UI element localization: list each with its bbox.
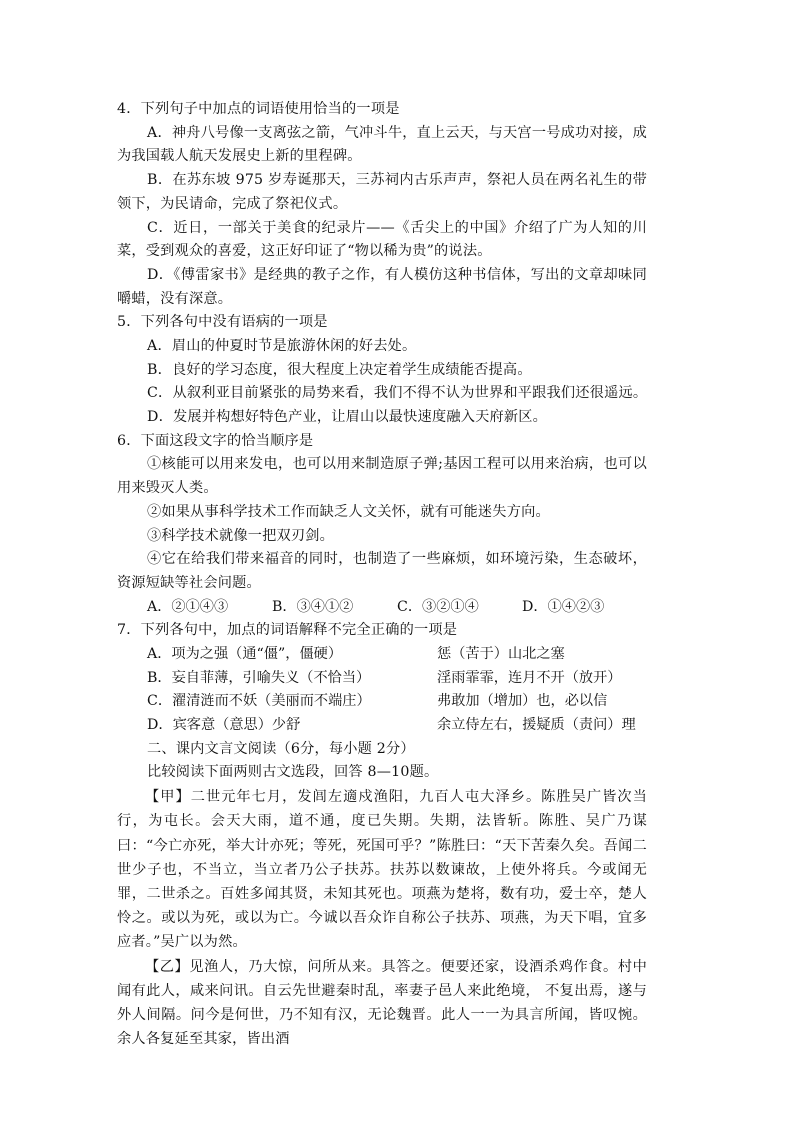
- section-2-title: 二、课内文言文阅读（6分，每小题 2分）: [147, 740, 415, 757]
- q7-d-right: 余立侍左右，援疑质（责问）理: [437, 717, 636, 734]
- q7-b-left: B．妄自菲薄，引喻失义（不恰当）: [147, 669, 371, 686]
- q6-sentence-3: ③科学技术就像一把双刃剑。: [147, 527, 335, 544]
- q6-option-d: D．①④②③: [522, 598, 605, 615]
- q5-option-b: B．良好的学习态度，很大程度上决定着学生成绩能否提高。: [147, 361, 532, 378]
- q5-stem: 5．下列各句中没有语病的一项是: [117, 314, 328, 331]
- q7-stem: 7．下列各句中，加点的词语解释不完全正确的一项是: [117, 622, 458, 639]
- q6-option-c: C．③②①④: [397, 598, 479, 615]
- q6-sentence-2: ②如果从事科学技术工作而缺乏人文关怀，就有可能迷失方向。: [147, 503, 550, 520]
- q4-option-c: C．近日，一部关于美食的纪录片——《舌尖上的中国》介绍了广为人知的川菜，受到观众的喜爱，这正好印证了“物以稀为贵”的说法。: [117, 219, 647, 260]
- passage-jia: 【甲】二世元年七月，发闾左適戍渔阳，九百人屯大泽乡。陈胜吴广皆次当行，为屯长。会天大雨，道不通，度已失期。失期，法皆斩。陈胜、吴广乃谋曰：“今亡亦死，举大计亦死；等死，死国可乎？”陈胜曰：“天下苦秦久矣。吾闻二世少子也，不当立，当立者乃公子扶苏。扶苏以数谏故，上使外将兵。今或闻无罪，二世杀之。百姓多闻其贤，未知其死也。项燕为楚将，数有功，爱士卒，楚人怜之。或以为死，或以为亡。今诚以吾众诈自称公子扶苏、项燕，为天下唱，宜多应者。”吴广以为然。: [117, 789, 647, 951]
- q7-row-c: [117, 690, 647, 714]
- q7-d-left: D．宾客意（意思）少舒: [147, 717, 301, 734]
- q7-a-left: A．项为之强（通“僵”，僵硬）: [147, 646, 343, 662]
- q6-stem: 6．下面这段文字的恰当顺序是: [117, 432, 314, 449]
- q7-c-right: 弗敢加（增加）也，必以信: [437, 693, 608, 710]
- q7-c-left: C．濯清涟而不妖（美丽而不端庄）: [147, 693, 371, 710]
- exam-page: [117, 98, 647, 1051]
- q7-row-b: [117, 667, 647, 691]
- q7-row-a: [117, 643, 647, 667]
- q5-option-d: D．发展并构想好特色产业，让眉山以最快速度融入天府新区。: [147, 409, 548, 426]
- q6-sentence-1: ①核能可以用来发电，也可以用来制造原子弹;基因工程可以用来治病，也可以用来毁灭人类。: [117, 456, 647, 497]
- q6-option-b: B．③④①②: [272, 598, 354, 615]
- q5-option-a: A．眉山的仲夏时节是旅游休闲的好去处。: [147, 338, 417, 354]
- q4-stem: 4．下列句子中加点的词语使用恰当的一项是: [117, 101, 400, 117]
- q7-b-right: 淫雨霏霏，连月不开（放开）: [437, 669, 622, 686]
- passage-yi: 【乙】见渔人，乃大惊，问所从来。具答之。便要还家，设酒杀鸡作食。村中闻有此人，咸来问讯。自云先世避秦时乱，率妻子邑人来此绝境， 不复出焉，遂与外人间隔。问今是何世，乃不知有汉，无论魏晋。此人一一为具言所闻，皆叹惋。余人各复延至其家，皆出酒: [117, 958, 647, 1048]
- q7-row-d: [117, 714, 647, 738]
- q6-options: [117, 596, 647, 620]
- q5-option-c: C．从叙利亚目前紧张的局势来看，我们不得不认为世界和平跟我们还很遥远。: [147, 385, 648, 402]
- q4-option-b: B．在苏东坡 975 岁寿诞那天，三苏祠内古乐声声，祭祀人员在两名礼生的带领下，为民请命，完成了祭祀仪式。: [117, 172, 647, 212]
- q6-option-a: A．②①④③: [147, 598, 229, 615]
- q4-option-a: A．神舟八号像一支离弦之箭，气冲斗牛，直上云天，与天宫一号成功对接，成为我国载人航天发展史上新的里程碑。: [117, 124, 647, 165]
- section-2-intro: 比较阅读下面两则古文选段，回答 8—10题。: [147, 764, 439, 781]
- q7-a-right: 惩（苦于）山北之塞: [437, 646, 565, 662]
- q6-sentence-4: ④它在给我们带来福音的同时，也制造了一些麻烦，如环境污染，生态破坏，资源短缺等社会问题。: [117, 551, 647, 591]
- q4-option-d: D．《傅雷家书》是经典的教子之作，有人模仿这种书信体，写出的文章却味同嚼蜡，没有深意。: [117, 266, 647, 307]
